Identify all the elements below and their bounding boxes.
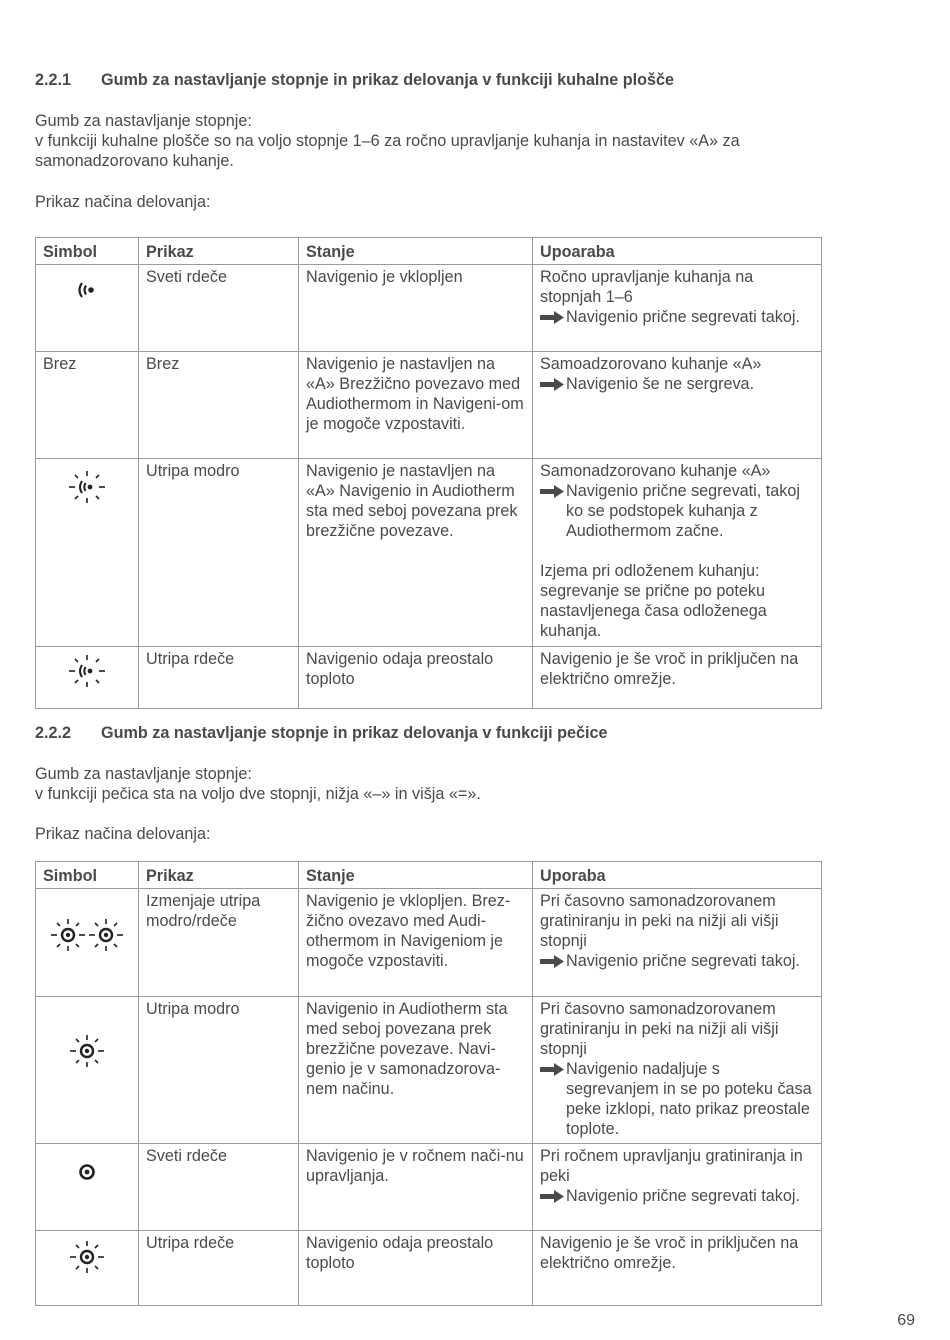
use-text: Pri časovno samonadzorovanem gratiniranju in peki na nižji ali višji stopnji: [540, 892, 779, 950]
exception-text: Izjema pri odloženem kuhanju: segrevanje se prične po poteku nastavljenega časa odloženega kuhanja.: [540, 562, 767, 640]
use-text: Ročno upravljanje kuhanja na stopnjah 1–6: [540, 268, 754, 306]
oven-lit-icon: [77, 1162, 97, 1182]
intro-text: samonadzorovano kuhanje.: [35, 152, 234, 170]
symbol-cell: Brez: [36, 352, 139, 459]
table-header-row: [36, 238, 822, 265]
use-cell: [533, 265, 822, 352]
symbol-cell: [36, 647, 139, 709]
col-header: Prikaz: [139, 238, 299, 265]
symbol-cell: [36, 1231, 139, 1306]
section-number: 2.2.1: [35, 71, 72, 89]
intro-paragraph: [35, 764, 835, 804]
display-cell: Izmenjaje utripa modro/rdeče: [139, 889, 299, 997]
state-cell: Navigenio odaja preostalo toploto: [299, 1231, 533, 1306]
signal-blink-icon: [67, 653, 107, 689]
col-header: Simbol: [36, 862, 139, 889]
section-heading-2-2-2: [35, 723, 607, 743]
display-cell: Sveti rdeče: [139, 265, 299, 352]
use-cell: [533, 352, 822, 459]
intro-paragraph: [35, 111, 835, 171]
section-number: 2.2.2: [35, 724, 72, 742]
hob-mode-table: [35, 237, 822, 709]
oven-blink-icon: [69, 1033, 105, 1069]
use-cell: [533, 889, 822, 997]
use-text: Samonadzorovano kuhanje «A»: [540, 462, 771, 480]
symbol-cell: [36, 997, 139, 1144]
table-row: [36, 459, 822, 647]
table-row: [36, 352, 822, 459]
result-note: [540, 1059, 814, 1139]
table-row: [36, 265, 822, 352]
section-title: Gumb za nastavljanje stopnje in prikaz delovanja v funkciji pečice: [101, 724, 608, 742]
symbol-cell: [36, 265, 139, 352]
arrow-right-icon: [540, 1190, 564, 1203]
arrow-right-icon: [540, 311, 564, 324]
display-label: Prikaz načina delovanja:: [35, 825, 211, 843]
intro-text: v funkciji pečica sta na voljo dve stopnji, nižja «–» in višja «=».: [35, 785, 481, 803]
symbol-cell: [36, 889, 139, 997]
result-note-text: Navigenio prične segrevati, takoj ko se podstopek kuhanja z Audiothermom začne.: [566, 482, 800, 540]
result-note-text: Navigenio nadaljuje s segrevanjem in se po poteku časa peke izklopi, nato prikaz preostale toplote.: [566, 1060, 812, 1138]
arrow-right-icon: [540, 485, 564, 498]
page-number: 69: [897, 1312, 915, 1329]
display-cell: Sveti rdeče: [139, 1144, 299, 1231]
result-note: [540, 374, 814, 394]
col-header: Prikaz: [139, 862, 299, 889]
table-row: [36, 1144, 822, 1231]
display-cell: Utripa modro: [139, 997, 299, 1144]
symbol-cell: [36, 1144, 139, 1231]
oven-blink-double-icon: [50, 917, 124, 953]
table-row: [36, 889, 822, 997]
use-cell: Navigenio je še vroč in priključen na električno omrežje.: [533, 647, 822, 709]
signal-lit-icon: [74, 279, 100, 301]
result-note: [540, 307, 814, 327]
intro-text: v funkciji kuhalne plošče so na voljo stopnje 1–6 za ročno upravljanje kuhanja in nastavitev «A» za: [35, 132, 740, 150]
display-label: Prikaz načina delovanja:: [35, 193, 211, 211]
oven-blink-icon: [69, 1239, 105, 1275]
col-header: Uporaba: [533, 862, 822, 889]
table-row: [36, 1231, 822, 1306]
table-row: [36, 647, 822, 709]
oven-mode-table: [35, 861, 822, 1306]
signal-blink-icon: [67, 469, 107, 505]
result-note: [540, 481, 814, 541]
col-header: Simbol: [36, 238, 139, 265]
result-note-text: Navigenio prične segrevati takoj.: [566, 308, 800, 326]
state-cell: Navigenio je v ročnem nači-nu upravljanja.: [299, 1144, 533, 1231]
display-cell: Utripa rdeče: [139, 1231, 299, 1306]
section-heading-2-2-1: [35, 70, 674, 90]
col-header: Upoaraba: [533, 238, 822, 265]
display-cell: Utripa rdeče: [139, 647, 299, 709]
arrow-right-icon: [540, 955, 564, 968]
arrow-right-icon: [540, 378, 564, 391]
state-cell: Navigenio odaja preostalo toploto: [299, 647, 533, 709]
result-note-text: Navigenio prične segrevati takoj.: [566, 952, 800, 970]
state-cell: Navigenio in Audiotherm sta med seboj povezana prek brezžične povezave. Navi-genio je v samonadzorova-nem načinu.: [299, 997, 533, 1144]
result-note: [540, 951, 814, 971]
col-header: Stanje: [299, 238, 533, 265]
table-header-row: [36, 862, 822, 889]
result-note-text: Navigenio prične segrevati takoj.: [566, 1187, 800, 1205]
state-cell: Navigenio je vklopljen. Brez-žično ovezavo med Audi-othermom in Navigeniom je mogoče vzpostaviti.: [299, 889, 533, 997]
use-text: Pri ročnem upravljanju gratiniranja in peki: [540, 1147, 803, 1185]
state-cell: Navigenio je vklopljen: [299, 265, 533, 352]
table-row: [36, 997, 822, 1144]
use-cell: [533, 997, 822, 1144]
display-cell: Brez: [139, 352, 299, 459]
display-cell: Utripa modro: [139, 459, 299, 647]
use-text: Pri časovno samonadzorovanem gratiniranju in peki na nižji ali višji stopnji: [540, 1000, 779, 1058]
section-title: Gumb za nastavljanje stopnje in prikaz delovanja v funkciji kuhalne plošče: [101, 71, 675, 89]
use-text: Samoadzorovano kuhanje «A»: [540, 355, 762, 373]
intro-label: Gumb za nastavljanje stopnje:: [35, 765, 252, 783]
result-note-text: Navigenio še ne sergreva.: [566, 375, 755, 393]
use-cell: Navigenio je še vroč in priključen na električno omrežje.: [533, 1231, 822, 1306]
symbol-cell: [36, 459, 139, 647]
col-header: Stanje: [299, 862, 533, 889]
use-cell: [533, 1144, 822, 1231]
arrow-right-icon: [540, 1063, 564, 1076]
state-cell: Navigenio je nastavljen na «A» Brezžično povezavo med Audiothermom in Navigeni-om je mogoče vzpostaviti.: [299, 352, 533, 459]
intro-label: Gumb za nastavljanje stopnje:: [35, 112, 252, 130]
use-cell: [533, 459, 822, 647]
result-note: [540, 1186, 814, 1206]
state-cell: Navigenio je nastavljen na «A» Navigenio in Audiotherm sta med seboj povezana prek brezžične povezave.: [299, 459, 533, 647]
